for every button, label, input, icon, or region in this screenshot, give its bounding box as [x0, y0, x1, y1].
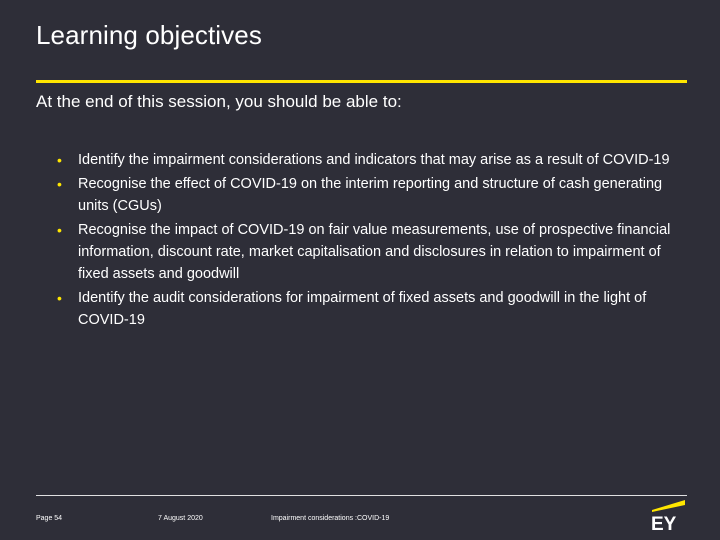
ey-logo-icon [650, 494, 686, 532]
objectives-list [56, 149, 688, 333]
page-number: Page 54 [36, 515, 63, 522]
list-item [56, 149, 688, 171]
intro-text: At the end of this session, you should be able to: [36, 92, 402, 111]
list-item [56, 287, 688, 331]
bullet-icon: • [57, 222, 62, 238]
list-item [56, 219, 688, 285]
logo-text: EY [651, 514, 677, 532]
list-item [56, 173, 688, 217]
bullet-icon: • [57, 176, 62, 192]
bullet-icon: • [57, 290, 62, 306]
objective-text: Identify the audit considerations for impairment of fixed assets and goodwill in the light of COVID-19 [78, 290, 647, 328]
title-divider [36, 80, 687, 83]
objective-text: Identify the impairment considerations and indicators that may arise as a result of COVID-19 [78, 152, 670, 168]
objective-text: Recognise the effect of COVID-19 on the interim reporting and structure of cash generating units (CGUs) [78, 176, 663, 214]
page-title: Learning objectives [36, 20, 262, 50]
bullet-icon: • [57, 152, 62, 168]
footer-date: 7 August 2020 [158, 515, 203, 522]
footer-divider [36, 495, 687, 496]
footer-document-title: Impairment considerations :COVID-19 [271, 515, 390, 522]
objective-text: Recognise the impact of COVID-19 on fair value measurements, use of prospective financial information, discount rate, market capitalisation and disclosures in relation to impairment of fixed assets and goodwill [78, 222, 671, 282]
